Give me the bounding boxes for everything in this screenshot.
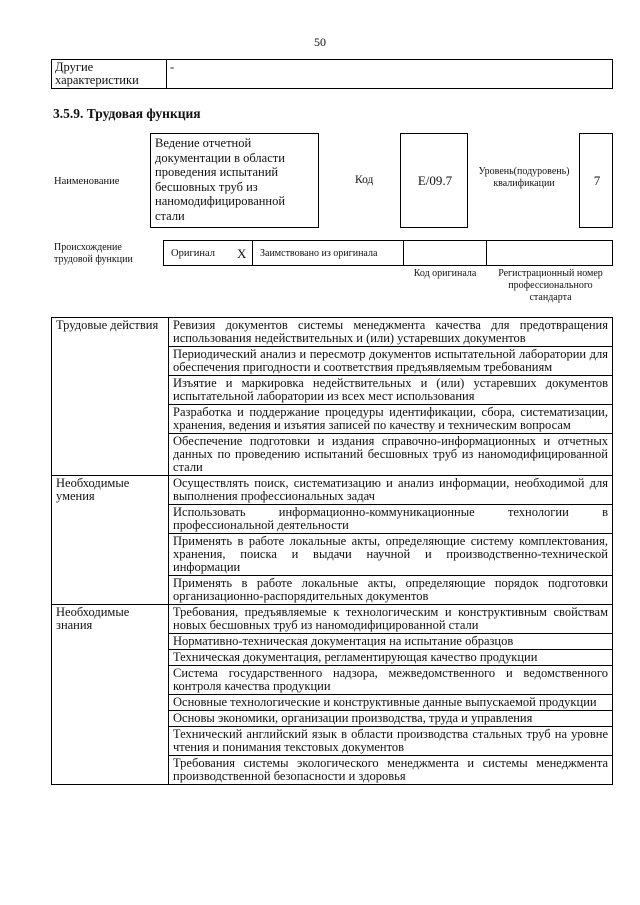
registration-number-caption: Регистрационный номер профессионального стандарта	[498, 268, 603, 303]
list-item: Технический английский язык в области производства стальных труб на уровне чтения и понимания текстовых документов	[169, 727, 613, 756]
list-item: Требования, предъявляемые к технологическим и конструктивным свойствам новых бесшовных труб из наномодифицированной стали	[169, 605, 613, 634]
list-item: Применять в работе локальные акты, определяющие систему комплектования, хранения, поиска и выдачи научной и производственно-технической информации	[169, 534, 613, 576]
list-item: Использовать информационно-коммуникационные технологии в профессиональной деятельности	[169, 505, 613, 534]
list-item: Применять в работе локальные акты, определяющие порядок подготовки организационно-распорядительных документов	[169, 576, 613, 605]
required-skills-heading: Необходимые умения	[52, 476, 169, 605]
original-code-cell	[403, 240, 487, 266]
original-label: Оригинал	[171, 248, 215, 259]
list-item: Периодический анализ и пересмотр документов испытательной лаборатории для обеспечения пригодности и соответствия предъявляемым требованиям	[169, 347, 613, 376]
list-item: Система государственного надзора, межведомственного и ведомственного контроля качества продукции	[169, 666, 613, 695]
other-characteristics-value: -	[167, 60, 613, 89]
original-code-caption: Код оригинала	[413, 268, 477, 279]
table-row	[52, 605, 613, 634]
list-item: Основы экономики, организации производства, труда и управления	[169, 711, 613, 727]
function-details-table	[51, 317, 613, 785]
page-number: 50	[314, 35, 326, 49]
borrowed-label: Заимствовано из оригинала	[260, 248, 378, 259]
borrowed-cell	[252, 240, 404, 266]
required-knowledge-heading: Необходимые знания	[52, 605, 169, 785]
list-item: Обеспечение подготовки и издания справочно-информационных и отчетных данных по проведению испытаний бесшовных труб из наномодифицированной стали	[169, 434, 613, 476]
other-characteristics-label: Другие характеристики	[52, 60, 167, 89]
level-value: 7	[593, 173, 601, 188]
section-title: 3.5.9. Трудовая функция	[53, 106, 201, 121]
table-row	[52, 318, 613, 347]
code-box	[400, 133, 468, 228]
other-characteristics-table	[51, 59, 613, 89]
list-item: Разработка и поддержание процедуры идентификации, сбора, систематизации, хранения, ведения и изъятия записей по качеству и техническим вопросам	[169, 405, 613, 434]
original-mark: X	[237, 246, 247, 261]
origin-label: Происхождение трудовой функции	[54, 242, 133, 265]
name-label: Наименование	[54, 176, 120, 187]
table-row	[52, 476, 613, 505]
list-item: Ревизия документов системы менеджмента качества для предотвращения использования недействительных и (или) устаревших документов	[169, 318, 613, 347]
list-item: Основные технологические и конструктивные данные выпускаемой продукции	[169, 695, 613, 711]
list-item: Осуществлять поиск, систематизацию и анализ информации, необходимой для выполнения профессиональных задач	[169, 476, 613, 505]
list-item: Нормативно-техническая документация на испытание образцов	[169, 634, 613, 650]
original-cell	[163, 240, 253, 266]
list-item: Изъятие и маркировка недействительных и (или) устаревших документов испытательной лаборатории из всех мест использования	[169, 376, 613, 405]
code-label: Код	[355, 174, 374, 186]
level-box	[579, 133, 613, 228]
level-label: Уровень(подуровень) квалификации	[478, 166, 570, 189]
registration-number-cell	[486, 240, 613, 266]
code-value: E/09.7	[417, 173, 453, 188]
labor-actions-heading: Трудовые действия	[52, 318, 169, 476]
list-item: Техническая документация, регламентирующая качество продукции	[169, 650, 613, 666]
function-name-box: Ведение отчетной документации в области проведения испытаний бесшовных труб из наномодифицированной стали	[150, 133, 319, 228]
list-item: Требования системы экологического менеджмента и системы менеджмента производственной безопасности и здоровья	[169, 756, 613, 785]
